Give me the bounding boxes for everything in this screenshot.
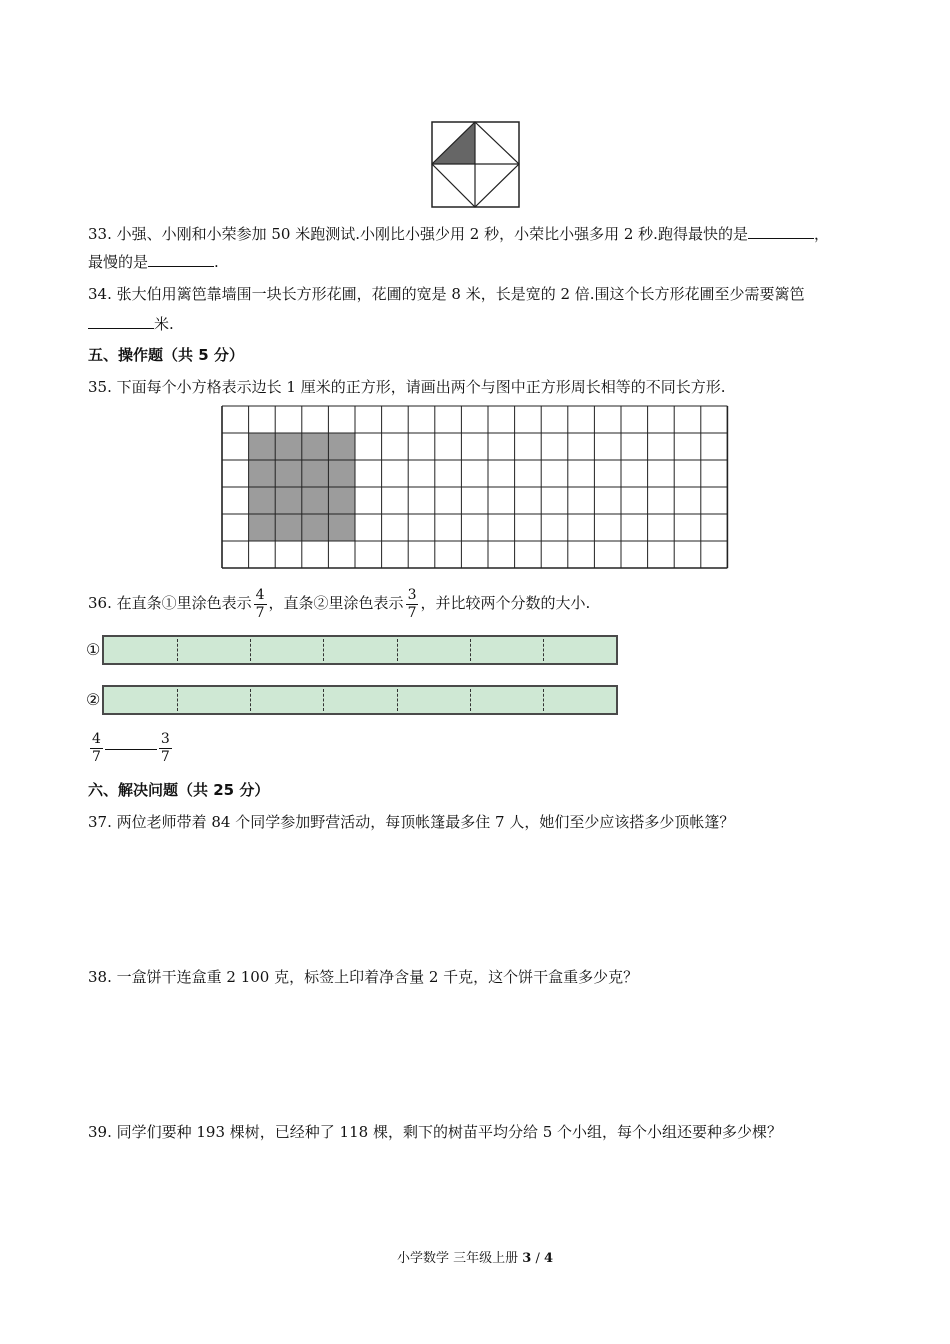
square-triangle-figure [431,121,520,208]
answer-blank-fastest[interactable] [748,224,814,239]
question-35-text: 35. 下面每个小方格表示边长 1 厘米的正方形，请画出两个与图中正方形周长相等的不同长方形. [88,378,726,396]
bar-segment-divider [543,689,544,711]
question-33-line2: 最慢的是 . [88,253,219,271]
page-footer: 小学数学 三年级上册 3 / 4 [396,1251,554,1266]
fraction-comparison [88,731,174,766]
bar-segment-divider [323,639,324,661]
question-39-text: 39. 同学们要种 193 棵树，已经种了 118 棵，剩下的树苗平均分给 5 个小组，每个小组还要种多少棵？ [88,1123,783,1141]
bar-segment-divider [323,689,324,711]
bar-segment-divider [177,639,178,661]
bar-segment-divider [250,639,251,661]
bar-segment-divider [177,689,178,711]
fraction-3-7: $\frac{3}{7}$ [407,586,417,621]
compare-blank[interactable] [105,747,157,750]
bar-1[interactable] [102,635,618,665]
bar-segment-divider [397,689,398,711]
bar-2-label: ② [86,690,101,709]
section-6-heading: 六、解决问题（共 25 分） [88,781,270,799]
bar-segment-divider [543,639,544,661]
section-5-heading: 五、操作题（共 5 分） [88,346,244,364]
question-33-line1: 33. 小强、小刚和小荣参加 50 米跑测试.小刚比小强少用 2 秒，小荣比小强多用 2 秒.跑得最快的是 ， [88,225,829,243]
fraction-4-7: $\frac{4}{7}$ [255,586,265,621]
bar-segment-divider [397,639,398,661]
compare-fraction-right: $\frac{3}{7}$ [160,731,170,765]
page-total: 4 [543,1251,554,1266]
compare-fraction-left: $\frac{4}{7}$ [92,731,101,765]
question-38-text: 38. 一盒饼干连盒重 2 100 克，标签上印着净含量 2 千克，这个饼干盒重多少克？ [88,968,639,986]
answer-blank-fence[interactable] [88,314,154,329]
bar-segment-divider [470,689,471,711]
bar-2[interactable] [102,685,618,715]
question-34-line1: 34. 张大伯用篱笆靠墙围一块长方形花圃，花圃的宽是 8 米，长是宽的 2 倍.围这个长方形花圃至少需要篱笆 [88,285,805,303]
bar-1-label: ① [86,640,101,659]
question-34-line2: 米. [88,314,174,334]
page-number: 3 [522,1251,532,1266]
answer-blank-slowest[interactable] [148,252,214,267]
bar-segment-divider [470,639,471,661]
square-grid[interactable] [221,405,731,570]
bar-segment-divider [250,689,251,711]
question-37-text: 37. 两位老师带着 84 个同学参加野营活动，每顶帐篷最多住 7 人，她们至少应该搭多少顶帐篷？ [88,813,735,831]
question-36-text: 36. 在直条①里涂色表示 $\frac{4}{7}$ ，直条②里涂色表示 $\frac{3}{7}$ ，并比较两个分数的大小. [88,586,591,621]
